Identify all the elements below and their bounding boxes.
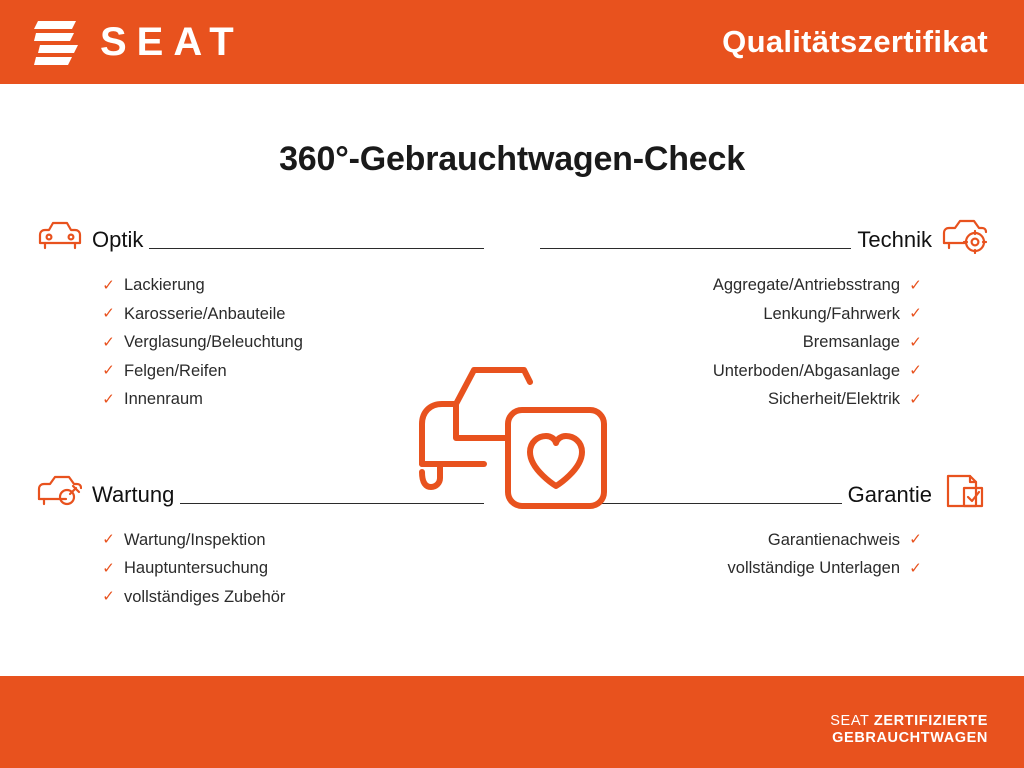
list-item: [102, 328, 512, 357]
list-item-label: Lackierung: [124, 276, 205, 294]
seat-s-logo-icon: [34, 19, 78, 65]
section-header: [512, 213, 988, 255]
list-item: [102, 300, 512, 329]
section-title: Garantie: [847, 481, 932, 507]
list-item-label: vollständiges Zubehör: [124, 587, 286, 606]
section-garantie: [512, 468, 988, 583]
footer-certified: ZERTIFIZIERTE: [873, 712, 988, 729]
check-icon: ✓: [102, 305, 115, 323]
footer-line-1: [830, 713, 988, 731]
checklist-technik: [512, 271, 988, 414]
section-divider: [540, 503, 842, 504]
header-title: Qualitätszertifikat: [722, 24, 988, 59]
list-item-label: Felgen/Reifen: [124, 361, 227, 380]
list-item-label: Unterboden/Abgasanlage: [712, 361, 900, 380]
section-divider: [149, 248, 484, 249]
list-item: [102, 357, 512, 386]
brand-wordmark: SEAT: [100, 20, 244, 64]
check-icon: ✓: [102, 276, 115, 294]
list-item-label: Sicherheit/Elektrik: [767, 390, 900, 408]
check-icon: ✓: [909, 390, 922, 408]
section-divider: [180, 503, 484, 504]
section-optik: [36, 213, 512, 414]
checklist-garantie: [512, 526, 988, 583]
list-item-label: Aggregate/Antriebsstrang: [712, 276, 900, 294]
list-item: [512, 526, 922, 555]
list-item-label: Hauptuntersuchung: [124, 559, 269, 577]
check-icon: ✓: [909, 559, 922, 577]
footer-claim: [830, 713, 988, 748]
section-divider: [540, 248, 851, 249]
check-icon: ✓: [102, 588, 115, 606]
footer-brand: SEAT: [830, 712, 870, 729]
list-item-label: Innenraum: [124, 390, 203, 408]
section-header: [36, 213, 512, 255]
check-icon: ✓: [909, 333, 922, 351]
list-item: [512, 554, 922, 583]
certificate-body: [0, 84, 1024, 676]
document-check-outline-icon: [942, 472, 988, 510]
page-title-highlight: 360°: [279, 140, 349, 178]
list-item-label: Bremsanlage: [802, 333, 900, 351]
column-left: [36, 213, 512, 611]
car-gear-outline-icon: [942, 217, 988, 255]
check-icon: ✓: [909, 362, 922, 380]
footer-bar: [0, 676, 1024, 768]
list-item-label: Verglasung/Beleuchtung: [124, 333, 303, 351]
check-icon: ✓: [102, 559, 115, 577]
checklist-columns: [36, 213, 988, 611]
check-icon: ✓: [102, 531, 115, 549]
list-item: [512, 328, 922, 357]
list-item: [102, 526, 512, 555]
list-item: [102, 583, 512, 612]
check-icon: ✓: [102, 390, 115, 408]
list-item: [512, 385, 922, 414]
column-right: [512, 213, 988, 611]
check-icon: ✓: [909, 531, 922, 549]
list-item-label: Karosserie/Anbauteile: [124, 304, 286, 323]
section-title: Optik: [92, 227, 144, 252]
page-title-rest: -Gebrauchtwagen-Check: [348, 140, 745, 178]
list-item: [512, 271, 922, 300]
section-wartung: [36, 468, 512, 612]
list-item: [512, 357, 922, 386]
list-item: [102, 271, 512, 300]
section-header: [36, 468, 512, 510]
check-icon: ✓: [102, 362, 115, 380]
brand-logo-block: [0, 0, 306, 84]
check-icon: ✓: [909, 276, 922, 294]
list-item-label: Wartung/Inspektion: [124, 530, 266, 549]
footer-line-2: GEBRAUCHTWAGEN: [832, 730, 988, 747]
check-icon: ✓: [909, 305, 922, 323]
car-front-outline-icon: [36, 217, 82, 255]
list-item-label: vollständige Unterlagen: [727, 559, 900, 577]
header-bar: [0, 0, 1024, 84]
section-header: [512, 468, 988, 510]
list-item: [102, 554, 512, 583]
section-technik: [512, 213, 988, 414]
page-title: [36, 140, 988, 179]
checklist-optik: [36, 271, 512, 414]
checklist-wartung: [36, 526, 512, 612]
list-item-label: Garantienachweis: [767, 530, 900, 549]
list-item: [102, 385, 512, 414]
check-icon: ✓: [102, 333, 115, 351]
section-title: Technik: [857, 227, 932, 252]
list-item-label: Lenkung/Fahrwerk: [763, 304, 900, 323]
car-wrench-outline-icon: [36, 472, 82, 510]
list-item: [512, 300, 922, 329]
section-title: Wartung: [92, 481, 175, 507]
